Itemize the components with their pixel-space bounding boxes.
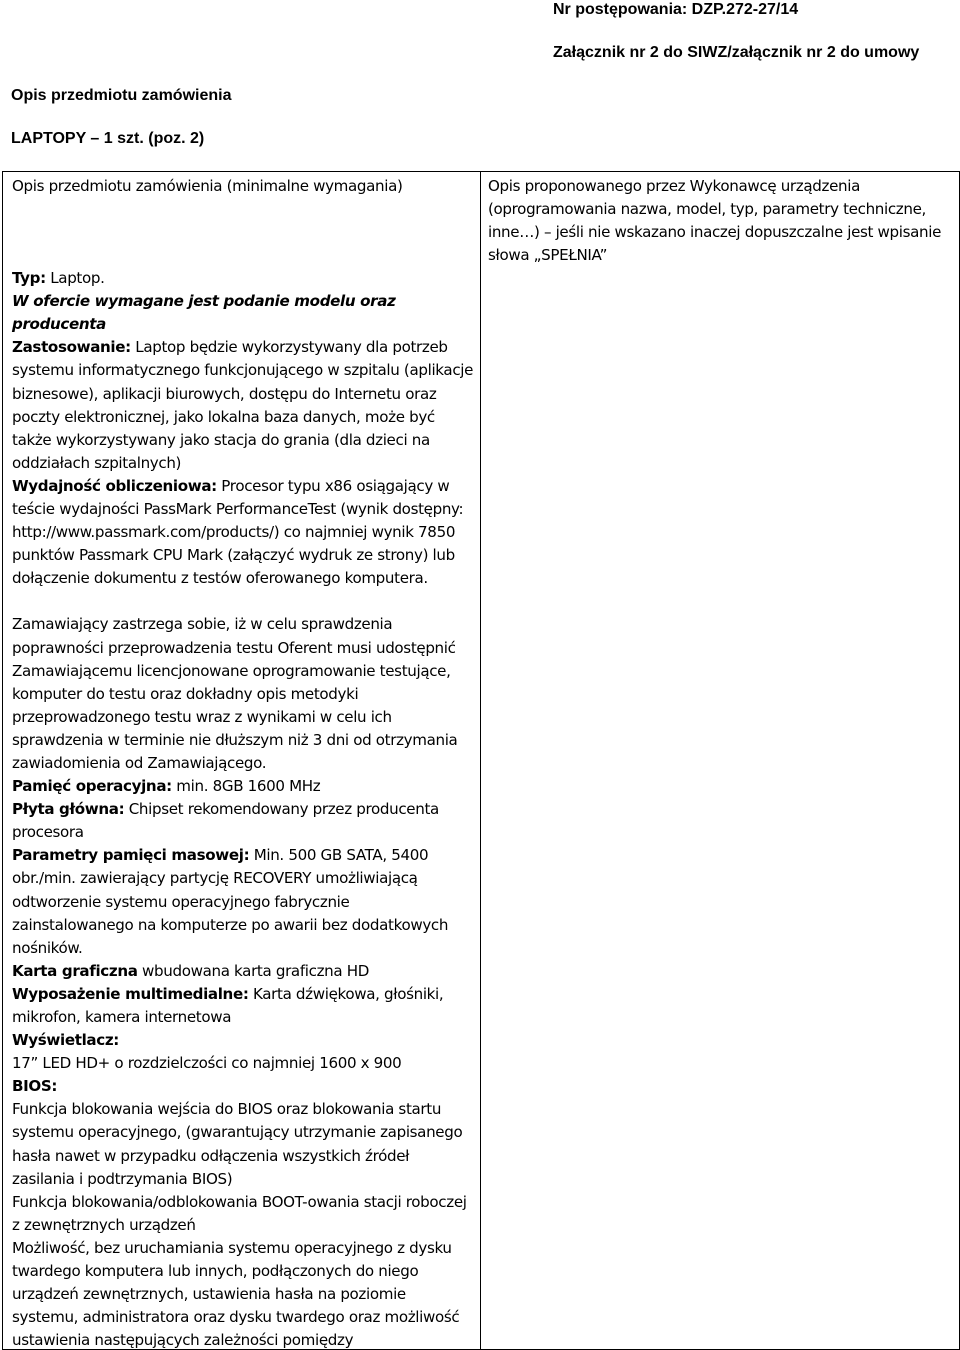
usage-paragraph [12, 336, 474, 475]
motherboard-value: Chipset rekomendowany przez producenta procesora [12, 800, 439, 842]
bios-item-2: Funkcja blokowania/odblokowania BOOT-owania stacji roboczej z zewnętrznych urządzeń [12, 1192, 467, 1234]
performance-value: Procesor typu x86 osiągający w teście wydajności PassMark PerformanceTest (wynik dostępny: http://www.passmark.com/products/) co najmniej wynik 7850 punktów Passmark CPU Mark (załączyć wydruk ze strony) lub dołączenie dokumentu z testów oferowanego komputera. [12, 476, 464, 588]
display-value: 17” LED HD+ o rozdzielczości co najmniej 1600 x 900 [12, 1054, 402, 1073]
bios-item-1: Funkcja blokowania wejścia do BIOS oraz blokowania startu systemu operacyjnego, (gwarantujący utrzymanie zapisanego hasła nawet w przypadku odłączenia wszystkich źródeł zasilania i podtrzymania BIOS) [12, 1100, 463, 1188]
offer-cell[interactable] [481, 172, 960, 1350]
requirements-cell [3, 172, 481, 1350]
proceeding-number: Nr postępowania: DZP.272-27/14 [553, 1, 799, 18]
specification-table [2, 171, 960, 1350]
table-row [3, 172, 960, 1350]
type-paragraph [12, 267, 474, 290]
graphics-value: wbudowana karta graficzna HD [137, 961, 369, 980]
item-title: LAPTOPY – 1 szt. (poz. 2) [11, 130, 205, 147]
ram-label: Pamięć operacyjna: [12, 777, 172, 796]
storage-paragraph [12, 844, 474, 959]
motherboard-paragraph [12, 798, 474, 844]
bios-item-3: Możliwość, bez uruchamiania systemu operacyjnego z dysku twardego komputera lub innych, podłączonych do niego urządzeń zewnętrznych, ustawienia hasła na poziomie systemu, administratora oraz dysku twardego oraz możliwość ustawienia następujących zależności pomiędzy [12, 1238, 460, 1349]
right-column-heading: Opis proponowanego przez Wykonawcę urządzenia (oprogramowania nazwa, model, typ, parametry techniczne, inne…) – jeśli nie wskazano inaczej dopuszczalne jest wpisanie słowa „SPEŁNIA” [488, 177, 942, 265]
ram-paragraph [12, 775, 474, 798]
graphics-label: Karta graficzna [12, 961, 138, 980]
usage-value: Laptop będzie wykorzystywany dla potrzeb systemu informatycznego funkcjonującego w szpitalu (aplikacje biznesowe), aplikacji biurowych, dostępu do Internetu oraz poczty elektronicznej, jako lokalna baza danych, może być także wykorzystywany jako stacja do grania (dla dzieci na oddziałach szpitalnych) [12, 338, 474, 472]
storage-label: Parametry pamięci masowej: [12, 846, 250, 865]
display-label: Wyświetlacz: [12, 1031, 119, 1050]
motherboard-label: Płyta główna: [12, 800, 125, 819]
multimedia-value: Karta dźwiękowa, głośniki, mikrofon, kamera internetowa [12, 984, 444, 1026]
bios-label: BIOS: [12, 1077, 58, 1096]
left-column-heading: Opis przedmiotu zamówienia (minimalne wymagania) [12, 177, 403, 195]
storage-value: Min. 500 GB SATA, 5400 obr./min. zawierający partycję RECOVERY umożliwiającą odtworzenie systemu operacyjnego fabrycznie zainstalowanego na komputerze po awarii bez dodatkowych nośników. [12, 846, 449, 957]
usage-label: Zastosowanie: [12, 338, 131, 357]
type-label: Typ: [12, 269, 46, 288]
attachment-label: Załącznik nr 2 do SIWZ/załącznik nr 2 do umowy [553, 44, 920, 61]
ram-value: min. 8GB 1600 MHz [171, 777, 321, 796]
offer-note: W ofercie wymagane jest podanie modelu oraz producenta [12, 292, 396, 334]
subject-title: Opis przedmiotu zamówienia [11, 87, 232, 104]
reservation-paragraph: Zamawiający zastrzega sobie, iż w celu sprawdzenia poprawności przeprowadzenia testu Oferent musi udostępnić Zamawiającemu licencjonowane oprogramowanie testujące, komputer do testu oraz dokładny opis metodyki przeprowadzonego testu wraz z wynikami w celu ich sprawdzenia w terminie nie dłuższym niż 3 dni od otrzymania zawiadomienia od Zamawiającego. [12, 615, 458, 772]
multimedia-label: Wyposażenie multimedialne: [12, 984, 249, 1003]
performance-paragraph [12, 475, 474, 590]
multimedia-paragraph [12, 983, 474, 1029]
graphics-paragraph [12, 960, 474, 983]
type-value: Laptop. [45, 269, 105, 288]
performance-label: Wydajność obliczeniowa: [12, 476, 217, 495]
